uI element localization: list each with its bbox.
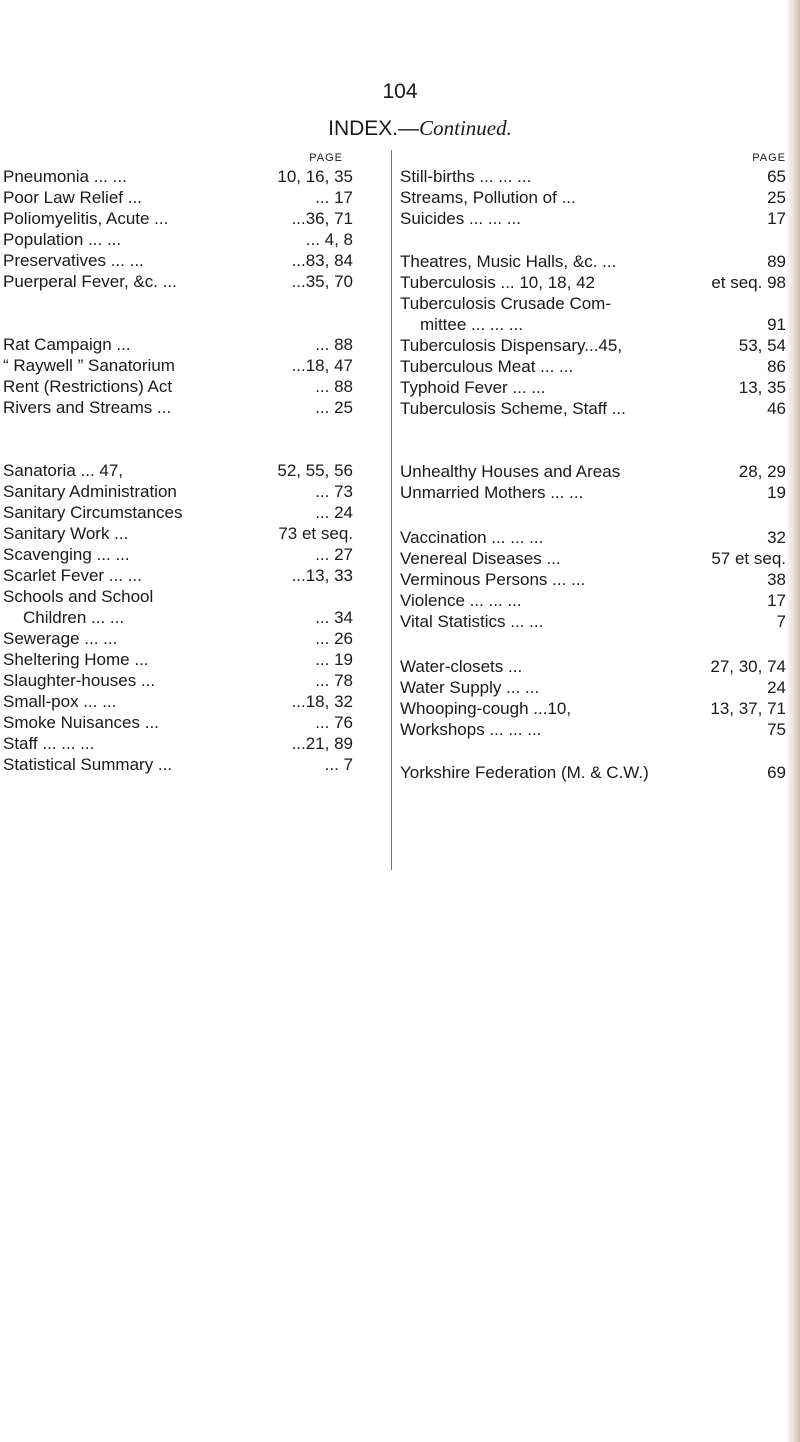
entry-pages: 25 — [767, 188, 786, 207]
index-entry — [400, 698, 786, 719]
index-entry — [400, 611, 786, 632]
entry-label: Venereal Diseases ... — [400, 549, 561, 568]
entry-pages: 32 — [767, 528, 786, 547]
page-edge-shadow — [786, 0, 800, 1442]
section-gap — [400, 503, 786, 527]
entry-label: Poliomyelitis, Acute ... — [3, 209, 169, 228]
index-entry — [3, 460, 353, 481]
entry-pages: 38 — [767, 570, 786, 589]
index-entry — [3, 586, 353, 607]
entry-label: Water-closets ... — [400, 657, 523, 676]
entry-pages: ... 78 — [315, 671, 353, 690]
entry-label: Unmarried Mothers ... ... — [400, 483, 584, 502]
index-entry — [3, 754, 353, 775]
entry-label: mittee ... ... ... — [420, 315, 523, 334]
entry-pages: ... 25 — [315, 398, 353, 417]
index-entry — [400, 187, 786, 208]
entry-pages: ...18, 32 — [291, 692, 353, 711]
entry-label: Violence ... ... ... — [400, 591, 522, 610]
entry-label: Unhealthy Houses and Areas — [400, 462, 621, 481]
index-entry — [400, 527, 786, 548]
entry-label: Population ... ... — [3, 230, 122, 249]
entry-label: Streams, Pollution of ... — [400, 188, 576, 207]
index-entry — [3, 607, 353, 628]
index-entry — [400, 677, 786, 698]
entry-label: Sanitary Work ... — [3, 524, 129, 543]
index-entry — [400, 569, 786, 590]
index-entry — [3, 334, 353, 355]
entry-label: Sanitary Circumstances — [3, 503, 183, 522]
entry-label: Scarlet Fever ... ... — [3, 566, 142, 585]
index-entry — [3, 712, 353, 733]
entry-label: Pneumonia ... ... — [3, 167, 127, 186]
entry-label: Yorkshire Federation (M. & C.W.) — [400, 763, 649, 782]
index-entry — [3, 208, 353, 229]
index-entry — [3, 628, 353, 649]
entry-label: Typhoid Fever ... ... — [400, 378, 546, 397]
entry-pages: ...21, 89 — [291, 734, 353, 753]
index-entry — [400, 272, 786, 293]
entry-label: Verminous Persons ... ... — [400, 570, 586, 589]
entry-label: Sewerage ... ... — [3, 629, 118, 648]
index-entry — [3, 250, 353, 271]
entry-pages: 24 — [767, 678, 786, 697]
entry-label: Puerperal Fever, &c. ... — [3, 272, 177, 291]
entry-pages: 17 — [767, 591, 786, 610]
index-entry — [3, 187, 353, 208]
entry-pages: ... 26 — [315, 629, 353, 648]
index-title — [0, 116, 800, 141]
entry-pages: 17 — [767, 209, 786, 228]
index-entry — [3, 502, 353, 523]
index-entry — [400, 293, 786, 314]
index-entry — [400, 208, 786, 229]
entry-label: Theatres, Music Halls, &c. ... — [400, 252, 617, 271]
index-entry — [400, 461, 786, 482]
index-entry — [400, 356, 786, 377]
entry-label: Sheltering Home ... — [3, 650, 149, 669]
entry-label: Workshops ... ... ... — [400, 720, 542, 739]
index-column-left — [3, 150, 353, 775]
index-entry — [400, 482, 786, 503]
entry-pages: 27, 30, 74 — [710, 657, 786, 676]
index-entry — [3, 166, 353, 187]
entry-label: Smoke Nuisances ... — [3, 713, 159, 732]
entry-pages: 57 et seq. — [711, 549, 786, 568]
entry-pages: 53, 54 — [738, 336, 786, 355]
index-entry — [3, 376, 353, 397]
section-gap — [400, 740, 786, 762]
entry-label: Schools and School — [3, 587, 154, 606]
entry-pages: ...36, 71 — [291, 209, 353, 228]
entry-pages: 46 — [767, 399, 786, 418]
entry-pages: 86 — [767, 357, 786, 376]
entry-pages: 69 — [767, 763, 786, 782]
entry-label: Rat Campaign ... — [3, 335, 131, 354]
page-column-header: PAGE — [309, 152, 343, 164]
entry-label: Rivers and Streams ... — [3, 398, 172, 417]
entry-pages: ... 4, 8 — [305, 230, 353, 249]
index-entry — [3, 670, 353, 691]
index-entry — [400, 762, 786, 783]
index-entry — [3, 271, 353, 292]
index-column-right — [400, 150, 786, 783]
index-entry — [400, 166, 786, 187]
entry-label: Vaccination ... ... ... — [400, 528, 544, 547]
index-entry — [400, 590, 786, 611]
page-column-header: PAGE — [752, 152, 786, 164]
index-entry — [400, 719, 786, 740]
section-gap — [3, 292, 353, 334]
entry-pages: 28, 29 — [738, 462, 786, 481]
entry-label: Suicides ... ... ... — [400, 209, 521, 228]
entry-label: Scavenging ... ... — [3, 545, 130, 564]
entry-label: Rent (Restrictions) Act — [3, 377, 173, 396]
entry-pages: ...13, 33 — [291, 566, 353, 585]
index-entry — [3, 649, 353, 670]
entry-label: Tuberculosis Scheme, Staff ... — [400, 399, 626, 418]
entry-pages: 52, 55, 56 — [277, 461, 353, 480]
entry-pages: et seq. 98 — [711, 273, 786, 292]
index-entry — [3, 523, 353, 544]
entry-label: Preservatives ... ... — [3, 251, 144, 270]
index-title-main: INDEX.— — [328, 117, 420, 140]
entry-pages: ...83, 84 — [291, 251, 353, 270]
index-entry — [400, 377, 786, 398]
entry-pages: 7 — [776, 612, 786, 631]
entry-pages: ... 24 — [315, 503, 353, 522]
index-entry — [400, 314, 786, 335]
index-entry — [3, 544, 353, 565]
entry-label: Slaughter-houses ... — [3, 671, 156, 690]
entry-pages: 75 — [767, 720, 786, 739]
entry-label: Tuberculosis Dispensary...45, — [400, 336, 623, 355]
entry-pages: ... 88 — [315, 335, 353, 354]
entry-label: Tuberculosis ... 10, 18, 42 — [400, 273, 595, 292]
entry-pages: 13, 37, 71 — [710, 699, 786, 718]
index-entry — [3, 691, 353, 712]
entry-pages: 89 — [767, 252, 786, 271]
index-title-continued: Continued. — [419, 116, 512, 140]
column-divider — [391, 150, 392, 870]
entry-pages: ... 17 — [315, 188, 353, 207]
index-entry — [400, 656, 786, 677]
entry-label: Children ... ... — [23, 608, 125, 627]
entry-label: Tuberculous Meat ... ... — [400, 357, 574, 376]
index-entry — [3, 229, 353, 250]
entry-label: “ Raywell ” Sanatorium — [3, 356, 175, 375]
entry-pages: ... 19 — [315, 650, 353, 669]
entry-pages: ... 34 — [315, 608, 353, 627]
entry-label: Statistical Summary ... — [3, 755, 173, 774]
index-entry — [3, 397, 353, 418]
entry-pages: 13, 35 — [738, 378, 786, 397]
entry-pages: ...35, 70 — [291, 272, 353, 291]
entry-pages: 91 — [767, 315, 786, 334]
index-entry — [400, 548, 786, 569]
index-entry — [3, 481, 353, 502]
index-entry — [400, 251, 786, 272]
entry-label: Water Supply ... ... — [400, 678, 540, 697]
entry-pages: ... 7 — [324, 755, 353, 774]
entry-pages: 65 — [767, 167, 786, 186]
entry-label: Sanitary Administration — [3, 482, 177, 501]
entry-pages: ...18, 47 — [291, 356, 353, 375]
entry-pages: 10, 16, 35 — [277, 167, 353, 186]
entry-pages: ... 88 — [315, 377, 353, 396]
entry-pages: ... 76 — [315, 713, 353, 732]
section-gap — [3, 418, 353, 460]
page-number: 104 — [382, 80, 418, 103]
index-entry — [3, 565, 353, 586]
entry-label: Small-pox ... ... — [3, 692, 117, 711]
entry-pages: 19 — [767, 483, 786, 502]
index-entry — [3, 355, 353, 376]
entry-label: Sanatoria ... 47, — [3, 461, 124, 480]
entry-label: Whooping-cough ...10, — [400, 699, 572, 718]
index-entry — [3, 733, 353, 754]
entry-pages: ... 27 — [315, 545, 353, 564]
entry-label: Tuberculosis Crusade Com- — [400, 294, 611, 313]
entry-label: Still-births ... ... ... — [400, 167, 532, 186]
index-entry — [400, 398, 786, 419]
entry-label: Staff ... ... ... — [3, 734, 95, 753]
entry-pages: ... 73 — [315, 482, 353, 501]
entry-pages: 73 et seq. — [278, 524, 353, 543]
section-gap — [400, 419, 786, 461]
section-gap — [400, 229, 786, 251]
entry-label: Vital Statistics ... ... — [400, 612, 544, 631]
entry-label: Poor Law Relief ... — [3, 188, 142, 207]
section-gap — [400, 632, 786, 656]
index-entry — [400, 335, 786, 356]
